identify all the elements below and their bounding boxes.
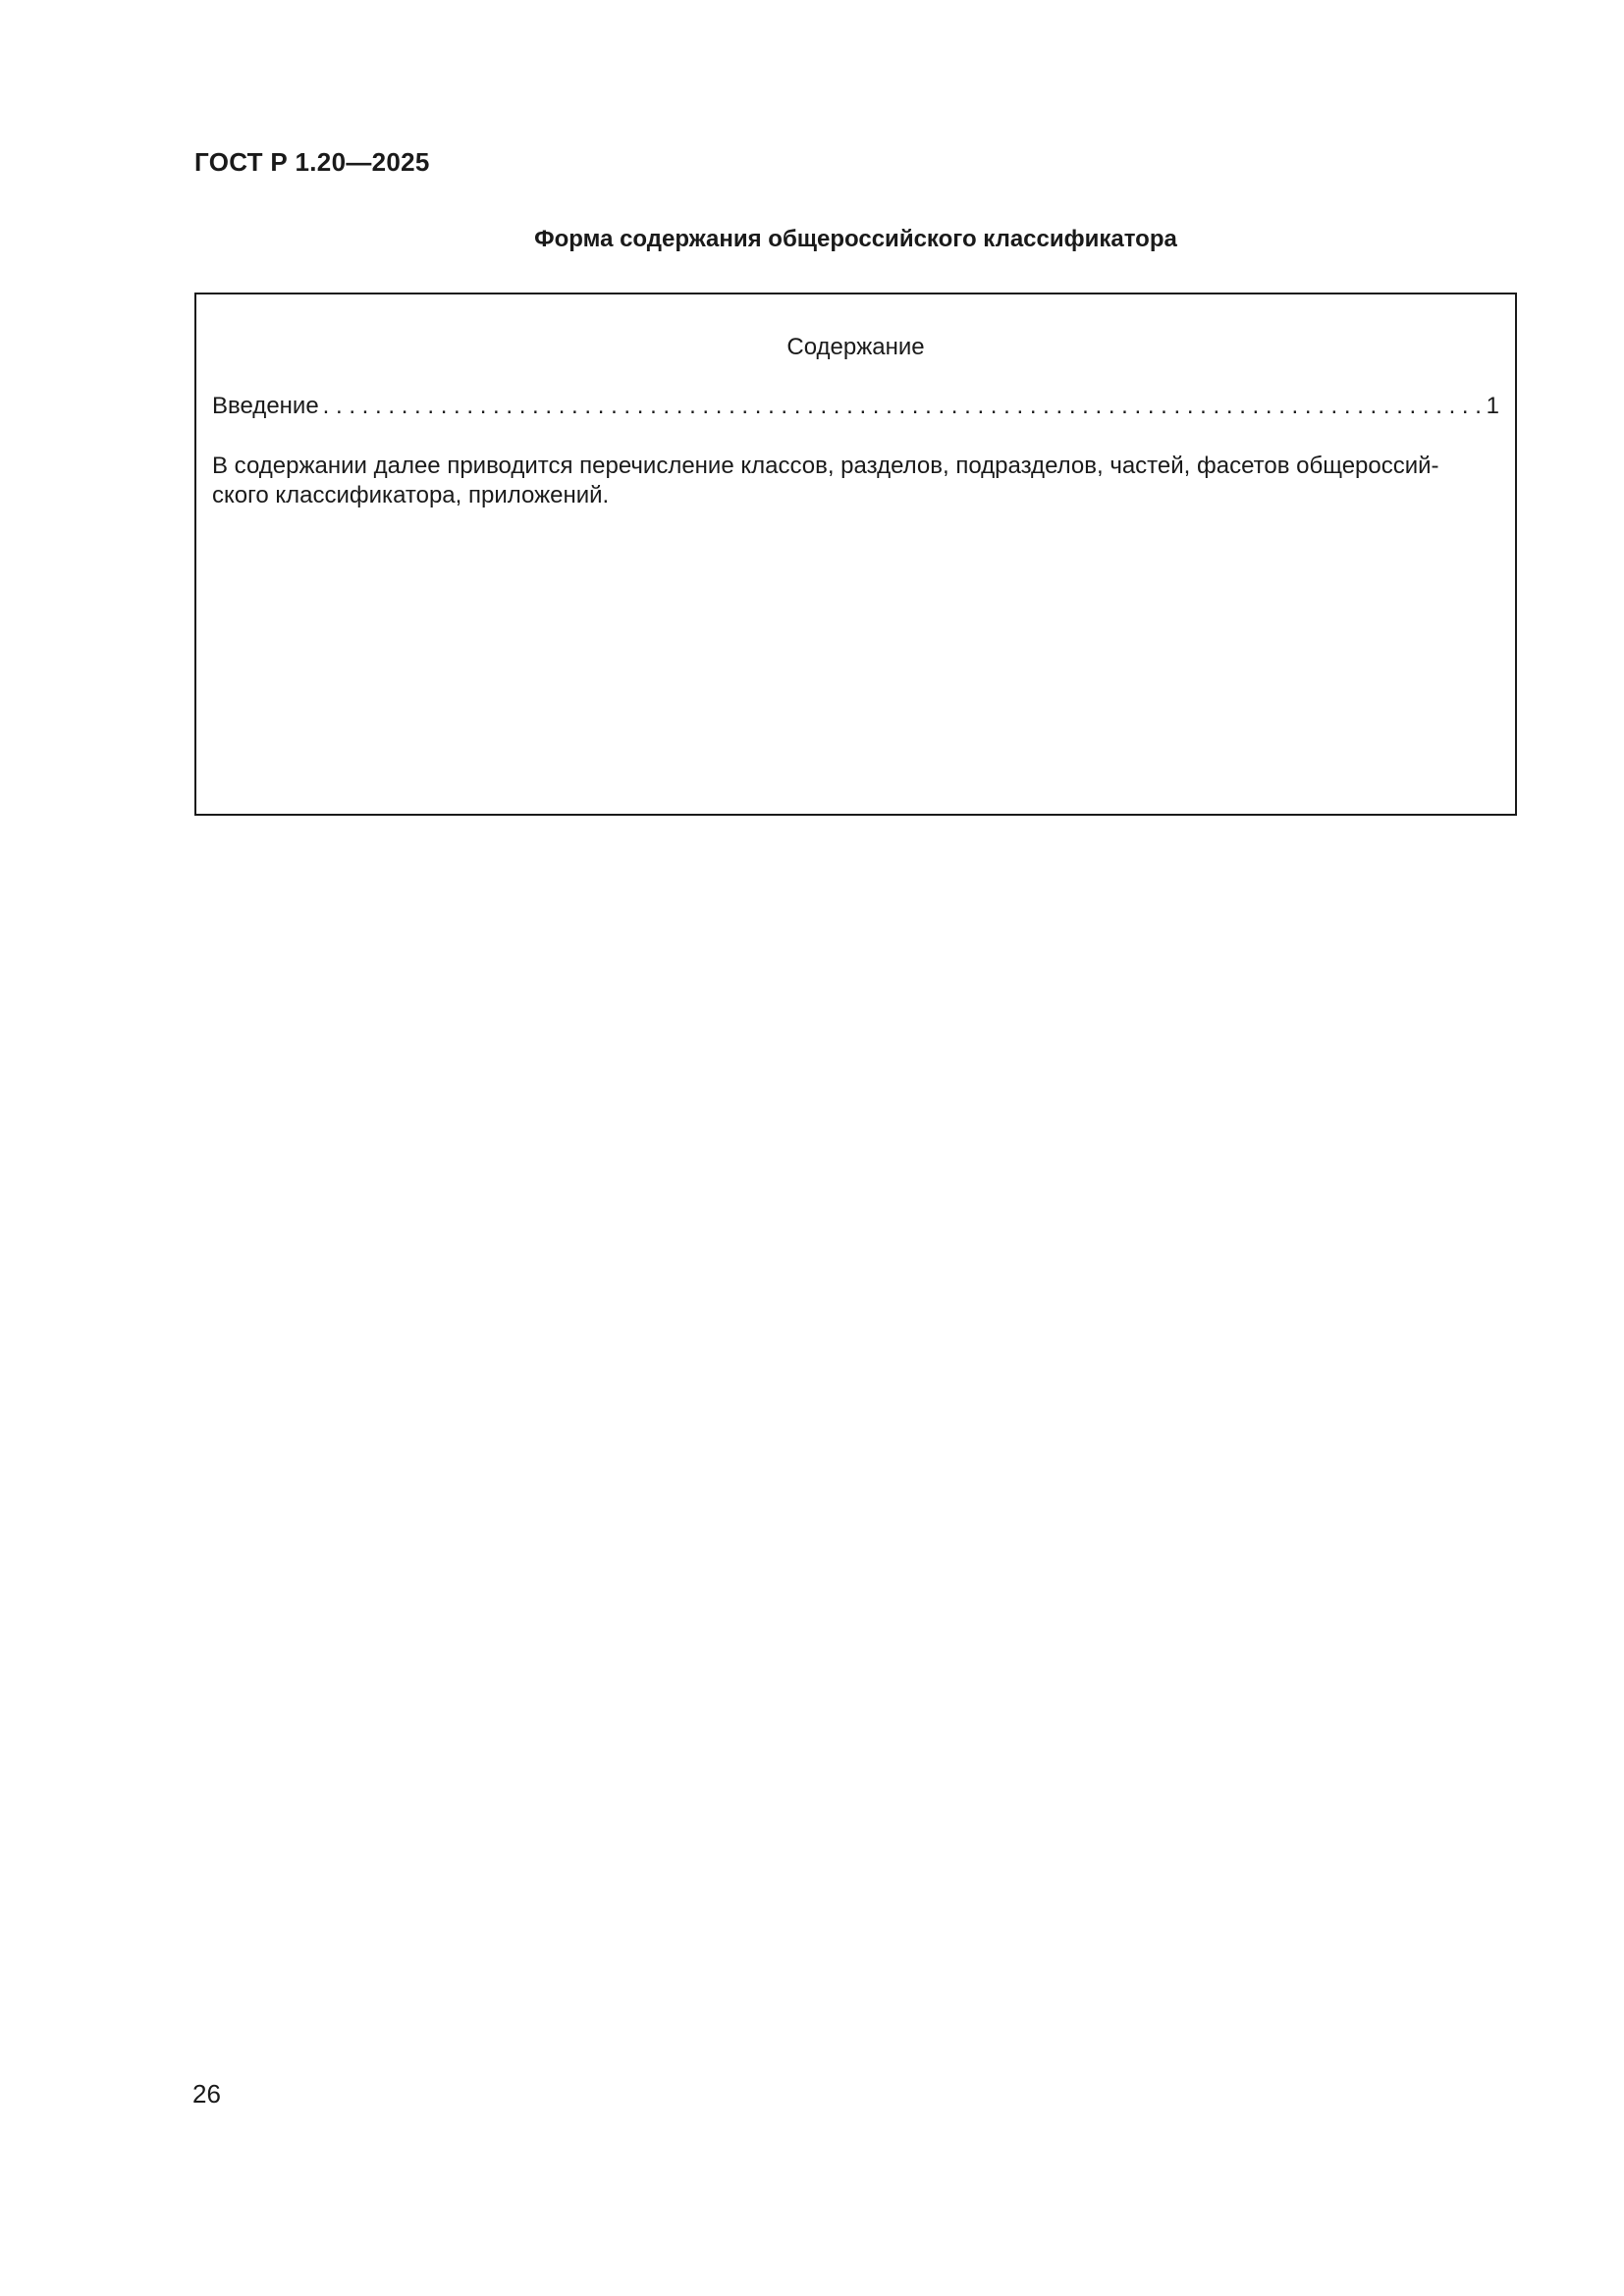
toc-leader-dots [323,393,1483,420]
toc-entry-title: Введение [212,393,319,419]
toc-note-line: ского классификатора, приложений. [212,482,610,508]
standard-code-header: ГОСТ Р 1.20—2025 [194,147,430,177]
toc-note-line: В содержании далее приводится перечисление классов, разделов, подразделов, частей, фасетов общероссий- [212,453,1439,479]
toc-entry [212,393,1499,420]
toc-heading: Содержание [786,334,925,360]
form-title: Форма содержания общероссийского классификатора [534,226,1177,252]
toc-note [212,452,1501,510]
page-number: 26 [192,2079,221,2109]
contents-form-frame [194,293,1517,816]
toc-entry-page: 1 [1486,393,1499,419]
